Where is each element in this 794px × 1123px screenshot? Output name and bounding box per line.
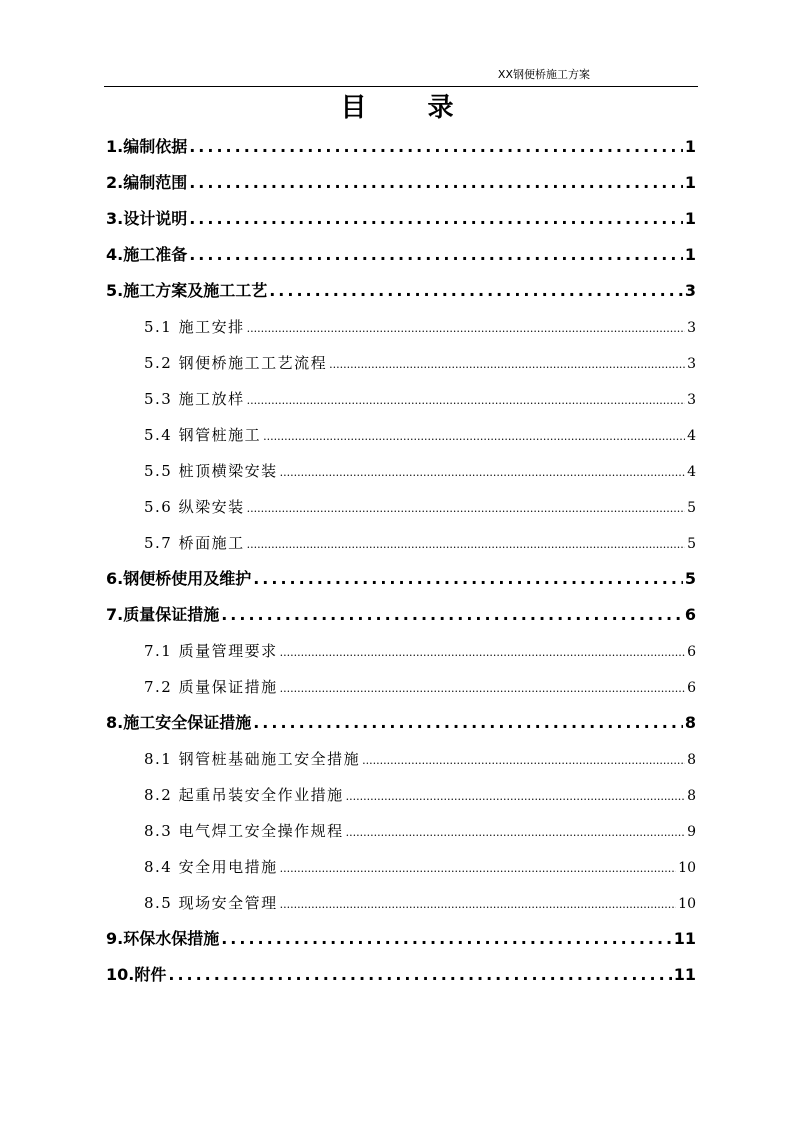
toc-entry-page: 3	[684, 281, 696, 300]
toc-leader-dots	[329, 347, 685, 381]
toc-entry-label: 8.3 电气焊工安全操作规程	[144, 822, 344, 840]
toc-entry-page: 8	[687, 788, 696, 804]
toc-leader-dots	[189, 237, 683, 273]
toc-leader-dots	[362, 743, 685, 777]
toc-entry-page: 6	[687, 644, 696, 660]
toc-entry-page: 1	[684, 209, 696, 228]
toc-entry-page: 8	[687, 752, 696, 768]
toc-entry-label: 5.1 施工安排	[144, 318, 245, 336]
toc-subentry[interactable]	[106, 453, 696, 489]
toc-entry-label: 5.5 桩顶横梁安装	[144, 462, 278, 480]
toc-leader-dots	[168, 957, 671, 993]
toc-entry[interactable]	[106, 561, 696, 597]
toc-leader-dots	[189, 165, 683, 201]
toc-subentry[interactable]	[106, 525, 696, 561]
toc-entry-label: 7.1 质量管理要求	[144, 642, 278, 660]
toc-entry-label: 2.编制范围	[106, 173, 188, 192]
toc-entry-page: 3	[687, 392, 696, 408]
toc-entry-page: 1	[684, 173, 696, 192]
toc-entry-label: 5.2 钢便桥施工工艺流程	[144, 354, 328, 372]
toc-leader-dots	[189, 129, 683, 165]
toc-leader-dots	[253, 561, 683, 597]
toc-leader-dots	[346, 815, 685, 849]
toc-leader-dots	[247, 383, 685, 417]
toc-entry-page: 6	[687, 680, 696, 696]
table-of-contents	[106, 129, 696, 993]
toc-entry-page: 11	[673, 965, 696, 984]
toc-entry-label: 8.1 钢管桩基础施工安全措施	[144, 750, 361, 768]
toc-entry[interactable]	[106, 165, 696, 201]
toc-leader-dots	[269, 273, 683, 309]
toc-entry-page: 10	[678, 896, 696, 912]
toc-entry[interactable]	[106, 705, 696, 741]
toc-leader-dots	[247, 491, 685, 525]
toc-entry-page: 5	[687, 536, 696, 552]
toc-entry[interactable]	[106, 957, 696, 993]
toc-entry-label: 5.4 钢管桩施工	[144, 426, 262, 444]
toc-leader-dots	[280, 887, 677, 921]
toc-subentry[interactable]	[106, 309, 696, 345]
toc-entry[interactable]	[106, 273, 696, 309]
toc-entry-page: 5	[687, 500, 696, 516]
toc-subentry[interactable]	[106, 777, 696, 813]
toc-leader-dots	[280, 635, 685, 669]
toc-entry-label: 9.环保水保措施	[106, 929, 220, 948]
toc-subentry[interactable]	[106, 669, 696, 705]
toc-subentry[interactable]	[106, 489, 696, 525]
toc-leader-dots	[280, 671, 685, 705]
toc-entry[interactable]	[106, 237, 696, 273]
toc-entry[interactable]	[106, 201, 696, 237]
toc-entry-label: 7.质量保证措施	[106, 605, 220, 624]
toc-entry-page: 4	[687, 464, 696, 480]
toc-entry-page: 11	[673, 929, 696, 948]
toc-entry-label: 8.施工安全保证措施	[106, 713, 252, 732]
toc-entry[interactable]	[106, 597, 696, 633]
toc-subentry[interactable]	[106, 741, 696, 777]
toc-leader-dots	[253, 705, 683, 741]
toc-entry-label: 5.7 桥面施工	[144, 534, 245, 552]
toc-subentry[interactable]	[106, 885, 696, 921]
toc-entry-label: 6.钢便桥使用及维护	[106, 569, 252, 588]
toc-entry-page: 1	[684, 137, 696, 156]
toc-entry-page: 1	[684, 245, 696, 264]
toc-entry-label: 8.4 安全用电措施	[144, 858, 278, 876]
toc-entry-label: 5.施工方案及施工工艺	[106, 281, 268, 300]
toc-leader-dots	[346, 779, 685, 813]
toc-subentry[interactable]	[106, 813, 696, 849]
toc-subentry[interactable]	[106, 633, 696, 669]
toc-entry-page: 8	[684, 713, 696, 732]
toc-entry-page: 3	[687, 320, 696, 336]
toc-entry-page: 6	[684, 605, 696, 624]
toc-entry-page: 5	[684, 569, 696, 588]
toc-leader-dots	[280, 851, 677, 885]
toc-entry-page: 3	[687, 356, 696, 372]
header-title: XX钢便桥施工方案	[497, 68, 590, 81]
toc-leader-dots	[247, 311, 685, 345]
toc-subentry[interactable]	[106, 417, 696, 453]
toc-leader-dots	[247, 527, 685, 561]
toc-entry-label: 5.6 纵梁安装	[144, 498, 245, 516]
toc-entry-label: 10.附件	[106, 965, 167, 984]
toc-entry-label: 8.2 起重吊装安全作业措施	[144, 786, 344, 804]
toc-entry-page: 4	[687, 428, 696, 444]
toc-leader-dots	[263, 419, 685, 453]
toc-subentry[interactable]	[106, 381, 696, 417]
toc-entry-label: 5.3 施工放样	[144, 390, 245, 408]
toc-entry-label: 8.5 现场安全管理	[144, 894, 278, 912]
toc-leader-dots	[280, 455, 685, 489]
toc-entry-label: 7.2 质量保证措施	[144, 678, 278, 696]
toc-leader-dots	[221, 597, 683, 633]
toc-entry[interactable]	[106, 921, 696, 957]
toc-subentry[interactable]	[106, 345, 696, 381]
toc-leader-dots	[221, 921, 672, 957]
toc-entry-label: 3.设计说明	[106, 209, 188, 228]
toc-entry-label: 1.编制依据	[106, 137, 188, 156]
toc-subentry[interactable]	[106, 849, 696, 885]
toc-leader-dots	[189, 201, 683, 237]
page-header	[104, 62, 698, 87]
toc-entry-page: 10	[678, 860, 696, 876]
toc-entry-page: 9	[687, 824, 696, 840]
toc-entry-label: 4.施工准备	[106, 245, 188, 264]
page-title: 目 录	[340, 93, 480, 123]
toc-entry[interactable]	[106, 129, 696, 165]
